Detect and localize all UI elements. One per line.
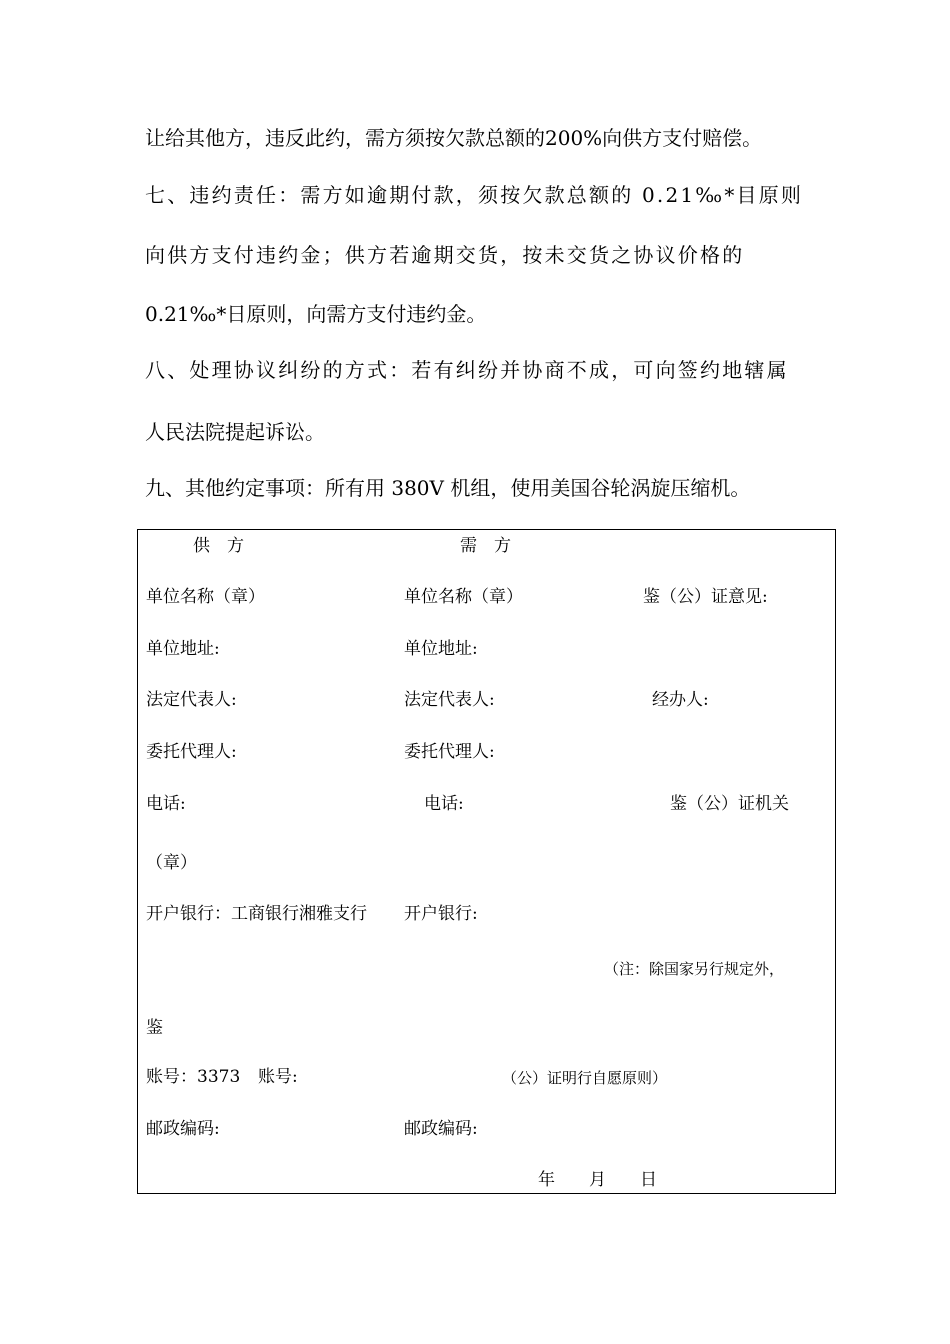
contract-paragraph-continuation: 让给其他方，违反此约，需方须按欠款总额的200%向供方支付赔偿。: [145, 126, 763, 150]
notary-note-line2: 鉴: [146, 1018, 163, 1038]
notary-note-line1: （注：除国家另行规定外，: [604, 960, 785, 978]
buyer-phone: 电话:: [424, 794, 464, 814]
buyer-header: 需 方: [460, 536, 511, 556]
supplier-bank: 开户银行：工商银行湘雅支行: [146, 904, 367, 924]
supplier-address: 单位地址:: [146, 639, 220, 659]
handler: 经办人:: [652, 690, 709, 710]
supplier-phone: 电话:: [146, 794, 186, 814]
contract-clause-7-line3: 0.21‰*日原则，向需方支付违约金。: [145, 302, 487, 326]
supplier-account: 账号：3373: [146, 1067, 241, 1087]
supplier-authorized-agent: 委托代理人:: [146, 742, 237, 762]
contract-clause-7-line1: 七、违约责任：需方如逾期付款，须按欠款总额的 0.21‰*目原则: [145, 183, 804, 207]
contract-clause-8-line2: 人民法院提起诉讼。: [145, 420, 325, 444]
supplier-legal-representative: 法定代表人:: [146, 690, 237, 710]
buyer-authorized-agent: 委托代理人:: [404, 742, 495, 762]
supplier-postcode: 邮政编码:: [146, 1119, 220, 1139]
supplier-unit-name: 单位名称（章）: [146, 587, 265, 607]
buyer-address: 单位地址:: [404, 639, 478, 659]
buyer-unit-name: 单位名称（章）: [404, 587, 523, 607]
buyer-legal-representative: 法定代表人:: [404, 690, 495, 710]
notary-opinion: 鉴（公）证意见:: [643, 587, 768, 607]
signature-box: [137, 529, 836, 1194]
seal-label: （章）: [146, 853, 197, 873]
contract-clause-9: 九、其他约定事项：所有用 380V 机组，使用美国谷轮涡旋压缩机。: [145, 476, 751, 500]
notary-authority: 鉴（公）证机关: [670, 794, 789, 814]
contract-clause-7-line2: 向供方支付违约金；供方若逾期交货，按未交货之协议价格的: [145, 243, 745, 267]
supplier-header: 供 方: [193, 536, 244, 556]
notary-note-line3: （公）证明行自愿原则）: [502, 1069, 668, 1087]
date-line: 年 月 日: [538, 1170, 657, 1190]
contract-clause-8-line1: 八、处理协议纠纷的方式：若有纠纷并协商不成，可向签约地辖属: [145, 358, 789, 382]
buyer-account: 账号:: [258, 1067, 298, 1087]
buyer-bank: 开户银行:: [404, 904, 478, 924]
buyer-postcode: 邮政编码:: [404, 1119, 478, 1139]
